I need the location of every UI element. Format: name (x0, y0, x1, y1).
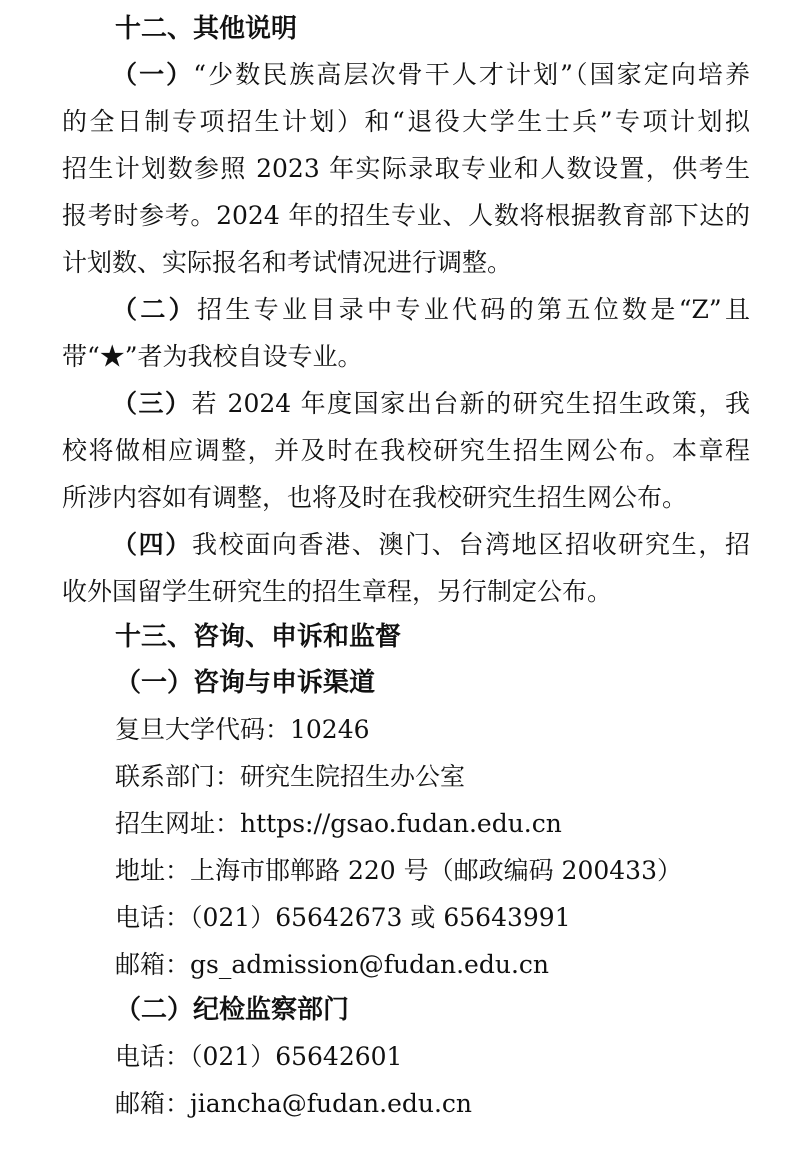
paragraph-1-number: （一） (112, 60, 194, 89)
paragraph-3-line-2: 校将做相应调整，并及时在我校研究生招生网公布。本章程 (62, 436, 750, 465)
subsection-1-heading: （一）咨询与申诉渠道 (115, 668, 376, 698)
paragraph-1-line-4: 报考时参考。2024 年的招生专业、人数将根据教育部下达的 (62, 201, 750, 230)
paragraph-3-number: （三） (112, 389, 192, 418)
paragraph-3-line-1: （三）若 2024 年度国家出台新的研究生招生政策，我 (112, 389, 750, 418)
paragraph-1-line-1: （一）“少数民族高层次骨干人才计划”（国家定向培养 (112, 60, 750, 89)
paragraph-2-number: （二） (112, 295, 198, 324)
paragraph-1-line-3: 招生计划数参照 2023 年实际录取专业和人数设置，供考生 (62, 154, 750, 183)
contact-website[interactable]: 招生网址：https://gsao.fudan.edu.cn (115, 809, 562, 838)
discipline-phone: 电话：（021）65642601 (115, 1042, 403, 1071)
subsection-2-heading: （二）纪检监察部门 (115, 995, 350, 1025)
paragraph-3-line-3: 所涉内容如有调整，也将及时在我校研究生招生网公布。 (62, 483, 688, 512)
paragraph-4-line-2: 收外国留学生研究生的招生章程，另行制定公布。 (62, 577, 613, 606)
paragraph-1-line-2: 的全日制专项招生计划）和“退役大学生士兵”专项计划拟 (62, 107, 750, 136)
section-12-heading: 十二、其他说明 (115, 14, 298, 44)
paragraph-2-line-1: （二）招生专业目录中专业代码的第五位数是“Z”且 (112, 295, 750, 324)
paragraph-4-line-1: （四）我校面向香港、澳门、台湾地区招收研究生，招 (112, 530, 750, 559)
contact-school-code: 复旦大学代码：10246 (115, 715, 370, 744)
contact-department: 联系部门：研究生院招生办公室 (115, 762, 466, 791)
paragraph-2-line-2: 带“★”者为我校自设专业。 (62, 342, 363, 371)
contact-email[interactable]: 邮箱：gs_admission@fudan.edu.cn (115, 950, 550, 979)
contact-phone: 电话：（021）65642673 或 65643991 (115, 903, 571, 932)
paragraph-4-number: （四） (112, 530, 192, 559)
discipline-email[interactable]: 邮箱：jiancha@fudan.edu.cn (115, 1089, 473, 1118)
paragraph-1-line-5: 计划数、实际报名和考试情况进行调整。 (62, 248, 513, 277)
contact-address: 地址：上海市邯郸路 220 号（邮政编码 200433） (115, 856, 682, 885)
section-13-heading: 十三、咨询、申诉和监督 (115, 622, 402, 652)
